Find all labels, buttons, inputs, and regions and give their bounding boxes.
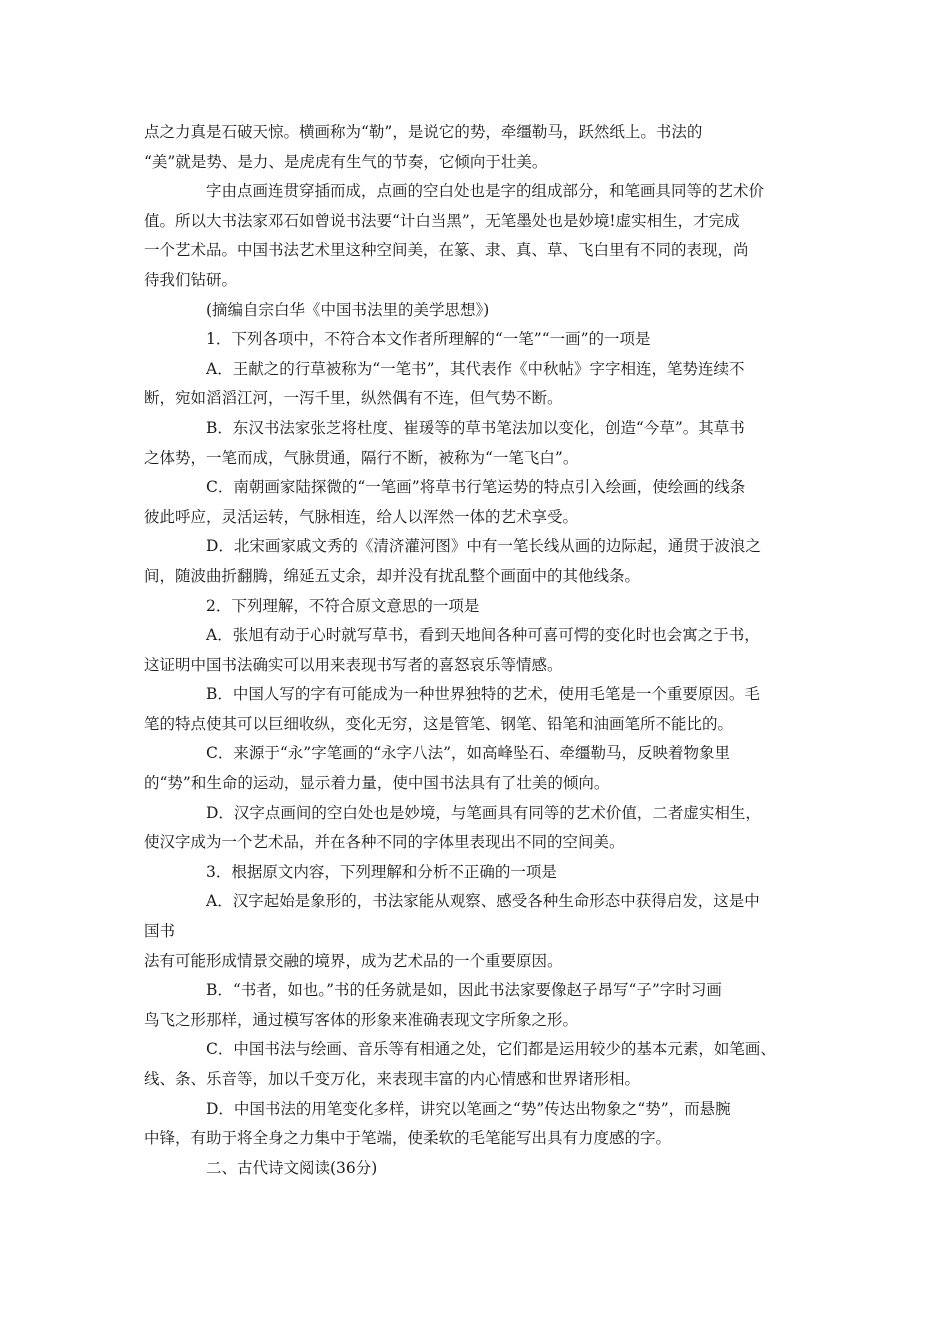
text-line: 字由点画连贯穿插而成，点画的空白处也是字的组成部分，和笔画具同等的艺术价 <box>206 182 765 201</box>
text-line: 的“势”和生命的运动，显示着力量，使中国书法具有了壮美的倾向。 <box>144 774 610 793</box>
text-line: (摘编自宗白华《中国书法里的美学思想》) <box>206 300 490 319</box>
text-line: 待我们钻研。 <box>144 270 238 289</box>
text-line: D．北宋画家戚文秀的《清济灌河图》中有一笔长线从画的边际起，通贯于波浪之 <box>206 537 761 556</box>
text-line: 间，随波曲折翻腾，绵延五丈余，却并没有扰乱整个画面中的其他线条。 <box>144 566 641 585</box>
text-line: A．汉字起始是象形的，书法家能从观察、感受各种生命形态中获得启发，这是中 <box>206 892 760 911</box>
text-line: 点之力真是石破天惊。横画称为“勒”，是说它的势，牵缰勒马，跃然纸上。书法的 <box>144 123 703 141</box>
text-line: C．来源于“永”字笔画的“永字八法”，如高峰坠石、牵缰勒马，反映着物象里 <box>206 744 731 763</box>
text-line: 线、条、乐音等，加以千变万化，来表现丰富的内心情感和世界诸形相。 <box>144 1070 641 1088</box>
text-line: 2．下列理解，不符合原文意思的一项是 <box>206 596 480 615</box>
text-line: 国书 <box>144 922 176 941</box>
text-line: 3．根据原文内容，下列理解和分析不正确的一项是 <box>206 862 557 881</box>
text-line: D．汉字点画间的空白处也是妙境，与笔画具有同等的艺术价值，二者虚实相生， <box>206 803 761 822</box>
text-line: 二、古代诗文阅读(36分) <box>206 1158 378 1177</box>
text-line: 值。所以大书法家邓石如曾说书法要“计白当黑”，无笔墨处也是妙境!虚实相生，才完成 <box>144 211 740 230</box>
text-line: B．“书者，如也。”书的任务就是如，因此书法家要像赵子昂写“子”字时习画 <box>206 981 722 1000</box>
text-line: 彼此呼应，灵活运转，气脉相连，给人以浑然一体的艺术享受。 <box>144 507 579 526</box>
text-line: 断，宛如滔滔江河，一泻千里，纵然偶有不连，但气势不断。 <box>144 389 563 408</box>
text-line: 使汉字成为一个艺术品，并在各种不同的字体里表现出不同的空间美。 <box>144 833 625 852</box>
text-line: 一个艺术品。中国书法艺术里这种空间美，在篆、隶、真、草、飞白里有不同的表现，尚 <box>144 241 749 260</box>
text-line: B．东汉书法家张芝将杜度、崔瑗等的草书笔法加以变化，创造“今草”。其草书 <box>206 418 745 437</box>
text-line: D．中国书法的用笔变化多样，讲究以笔画之“势”传达出物象之“势”，而悬腕 <box>206 1099 731 1118</box>
text-line: C．南朝画家陆探微的“一笔画”将草书行笔运势的特点引入绘画，使绘画的线条 <box>206 478 746 497</box>
document-body <box>144 118 810 1183</box>
text-line: A．王献之的行草被称为“一笔书”，其代表作《中秋帖》字字相连，笔势连续不 <box>206 359 745 378</box>
text-line: 这证明中国书法确实可以用来表现书写者的喜怒哀乐等情感。 <box>144 655 563 674</box>
text-line: A．张旭有动于心时就写草书，看到天地间各种可喜可愕的变化时也会寓之于书， <box>206 626 760 645</box>
text-line: 鸟飞之形那样，通过模写客体的形象来准确表现文字所象之形。 <box>144 1010 579 1029</box>
text-line: C．中国书法与绘画、音乐等有相通之处，它们都是运用较少的基本元素，如笔画、 <box>206 1040 776 1059</box>
text-line: 法有可能形成情景交融的境界，成为艺术品的一个重要原因。 <box>144 951 563 970</box>
text-line: B．中国人写的字有可能成为一种世界独特的艺术，使用毛笔是一个重要原因。毛 <box>206 685 760 704</box>
text-line: 之体势，一笔而成，气脉贯通，隔行不断，被称为“一笔飞白”。 <box>144 448 579 467</box>
text-line: “美”就是势、是力、是虎虎有生气的节奏，它倾向于壮美。 <box>144 152 548 171</box>
text-line: 中锋，有助于将全身之力集中于笔端，使柔软的毛笔能写出具有力度感的字。 <box>144 1129 672 1148</box>
text-line: 笔的特点使其可以巨细收纵，变化无穷，这是管笔、钢笔、铅笔和油画笔所不能比的。 <box>144 714 734 733</box>
text-line: 1．下列各项中，不符合本文作者所理解的“一笔”“一画”的一项是 <box>206 330 651 349</box>
